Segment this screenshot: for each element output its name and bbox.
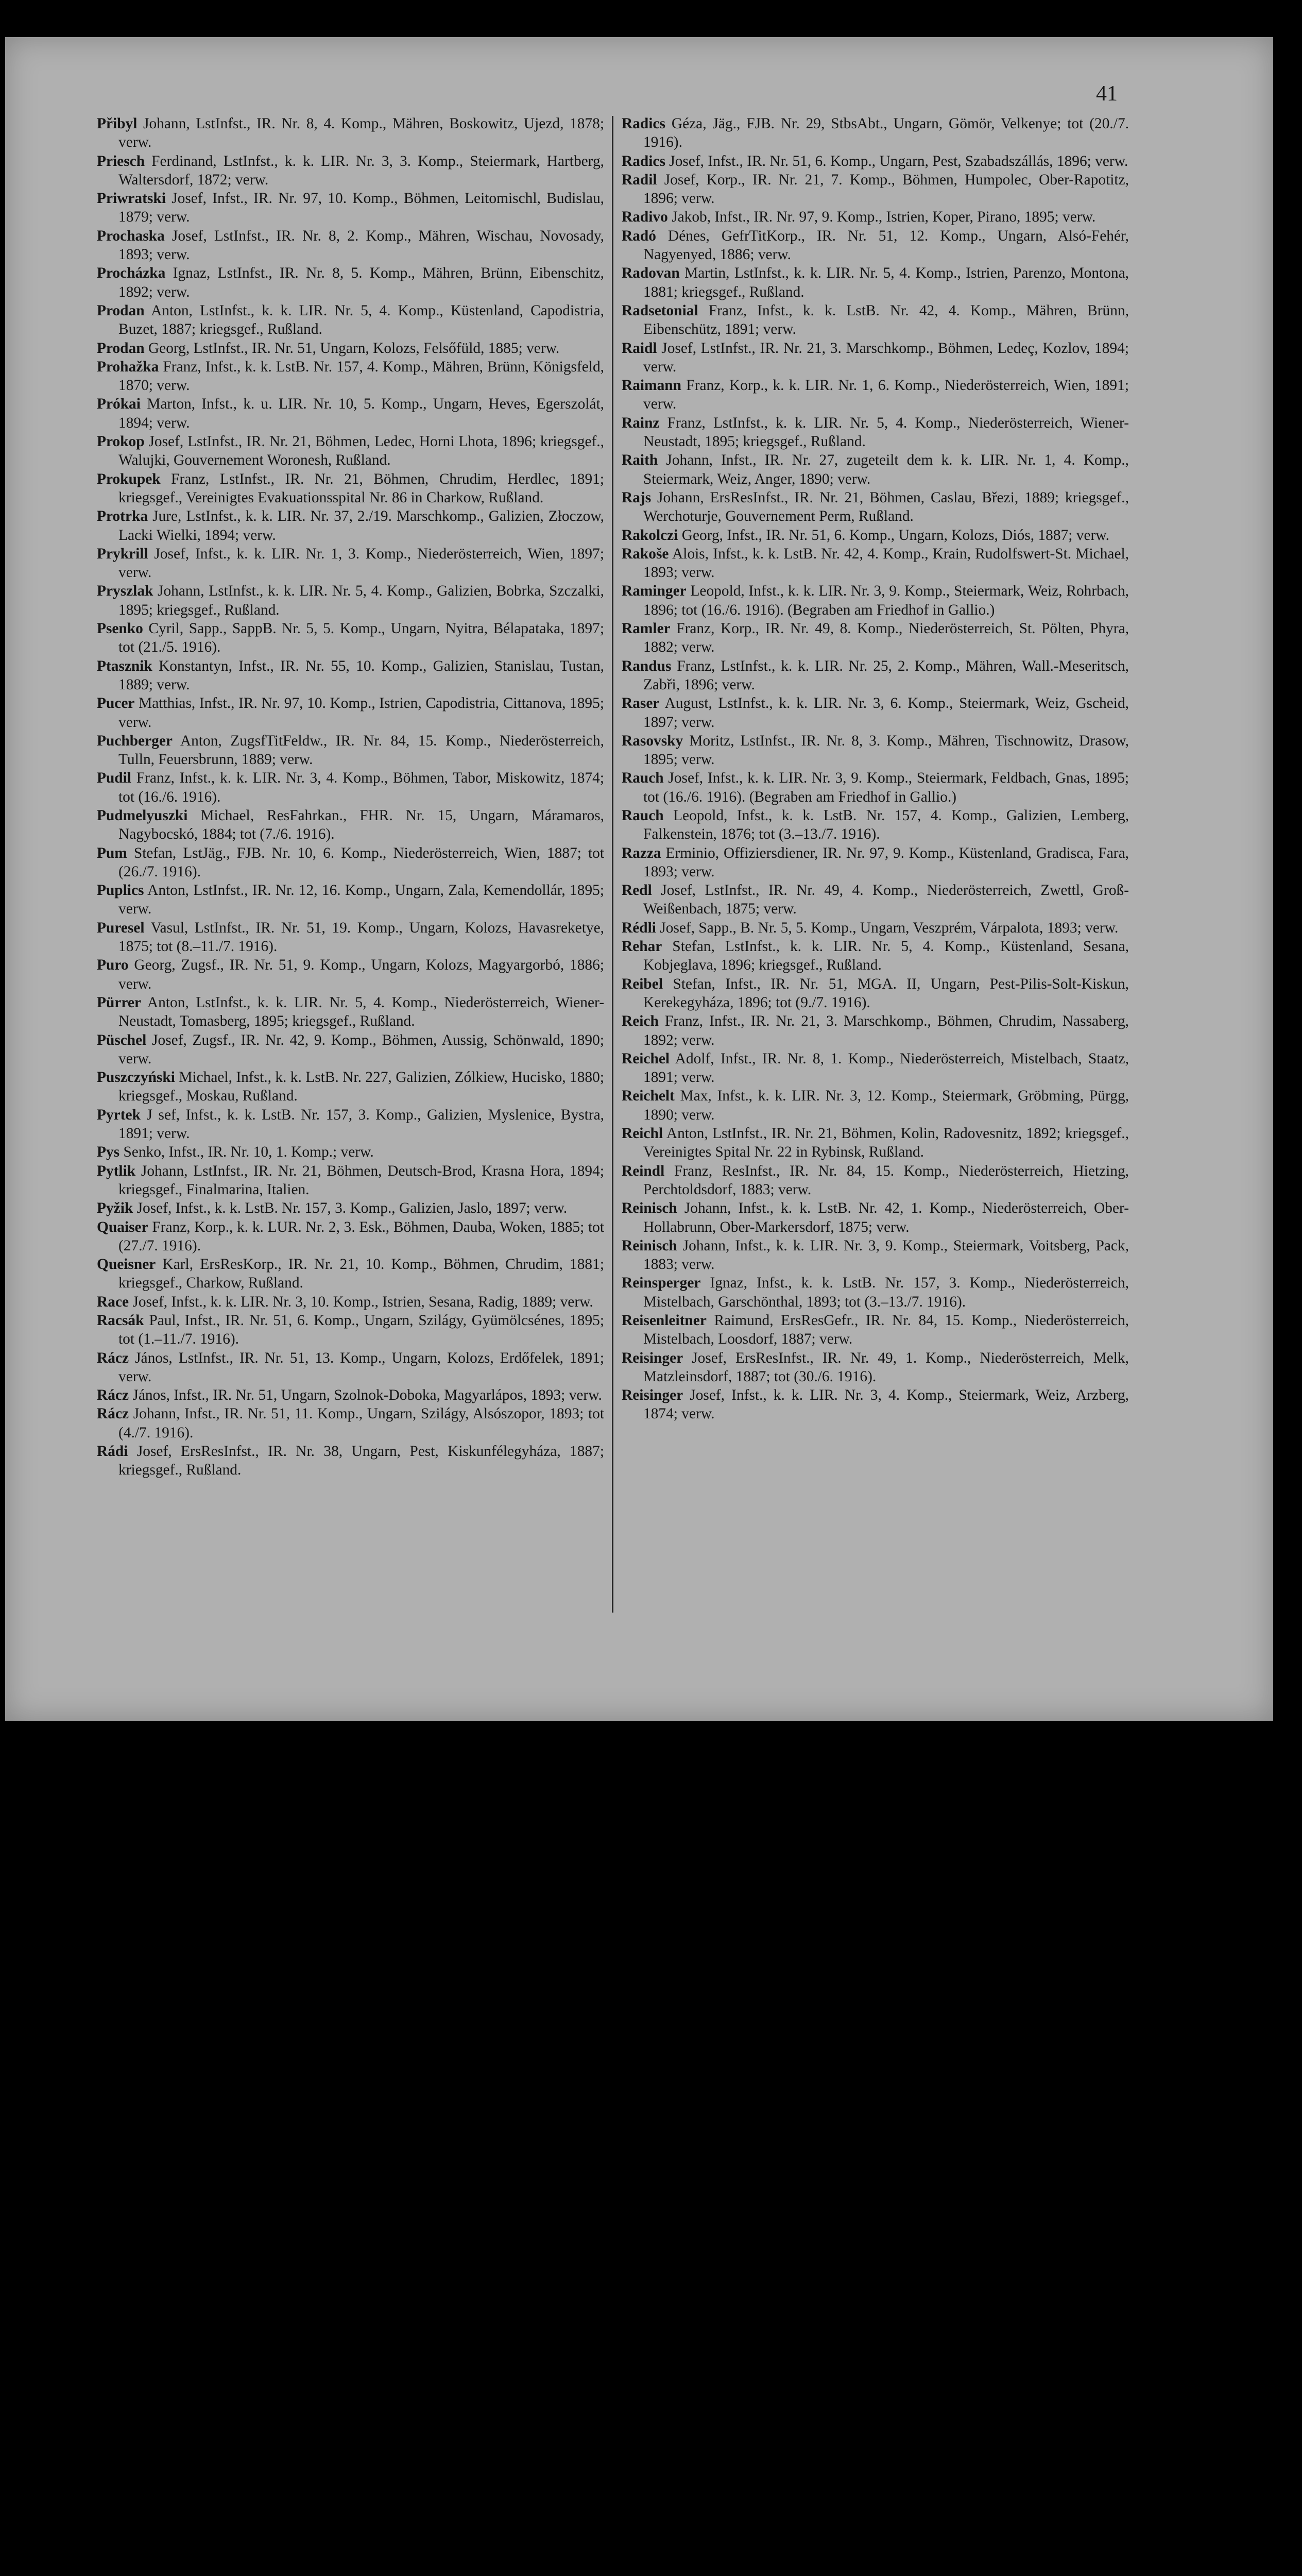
register-entry [97,1199,604,1217]
entry-details: Erminio, Offiziersdiener, IR. Nr. 97, 9. Komp., Küstenland, Gradisca, Fara, 1893; verw. [643,844,1129,880]
entry-details: Johann, Infst., k. k. LIR. Nr. 3, 9. Komp., Steiermark, Voitsberg, Pack, 1883; verw. [643,1237,1129,1273]
entry-surname: Puresel [97,919,145,936]
register-entry [97,152,604,190]
entry-surname: Prykrill [97,545,148,562]
entry-surname: Razza [622,844,661,861]
entry-details: Alois, Infst., k. k. LstB. Nr. 42, 4. Komp., Krain, Rudolfswert-St. Michael, 1893; verw. [643,545,1129,581]
entry-surname: Psenko [97,620,143,637]
entry-surname: Pum [97,844,127,861]
entry-surname: Prohažka [97,358,159,375]
entry-details: Franz, LstInfst., k. k. LIR. Nr. 25, 2. Komp., Mähren, Wall.-Meseritsch, Zabři, 1896; verw. [643,657,1129,693]
register-entry [622,526,1129,545]
entry-details: Josef, ErsResInfst., IR. Nr. 49, 1. Komp., Niederösterreich, Melk, Matzleinsdorf, 1887; tot (30./6. 1916). [643,1349,1129,1385]
register-entry [97,956,604,993]
register-entry [622,339,1129,377]
entry-details: Senko, Infst., IR. Nr. 10, 1. Komp.; verw. [123,1144,374,1161]
register-entry [622,975,1129,1012]
register-entry [622,208,1129,226]
column-divider [612,116,613,1613]
register-entry [622,769,1129,806]
entry-details: Franz, Korp., k. k. LIR. Nr. 1, 6. Komp., Niederösterreich, Wien, 1891; verw. [643,377,1129,413]
entry-details: Johann, LstInfst., IR. Nr. 21, Böhmen, Deutsch-Brod, Krasna Hora, 1894; kriegsgef., Finalmarina, Italien. [118,1162,604,1198]
entry-surname: Ptasznik [97,657,152,674]
register-entry [97,301,604,339]
entry-details: Martin, LstInfst., k. k. LIR. Nr. 5, 4. Komp., Istrien, Parenzo, Montona, 1881; kriegsgef., Rußland. [643,265,1129,300]
entry-details: Johann, LstInfst., k. k. LIR. Nr. 5, 4. Komp., Galizien, Bobrka, Szczalki, 1895; kriegsgef., Rußland. [118,583,604,618]
entry-surname: Pucer [97,695,135,712]
register-entry [622,301,1129,339]
register-entry [97,189,604,227]
register-entry [622,171,1129,208]
entry-surname: Prochaska [97,227,165,244]
register-entry [622,1274,1129,1311]
register-entry [622,732,1129,769]
entry-details: Michael, ResFahrkan., FHR. Nr. 15, Ungarn, Máramaros, Nagybocskó, 1884; tot (7./6. 1916). [118,807,604,843]
entry-details: Adolf, Infst., IR. Nr. 8, 1. Komp., Niederösterreich, Mistelbach, Staatz, 1891; verw. [643,1050,1129,1086]
register-entry [97,769,604,806]
entry-surname: Puchberger [97,732,173,749]
register-entry [97,264,604,301]
entry-details: János, Infst., IR. Nr. 51, Ungarn, Szolnok-Doboka, Magyarlápos, 1893; verw. [132,1387,602,1404]
entry-surname: Rácz [97,1387,129,1404]
register-entry [97,1293,604,1311]
entry-details: Josef, Zugsf., IR. Nr. 42, 9. Komp., Böhmen, Aussig, Schönwald, 1890; verw. [118,1031,604,1067]
entry-details: Franz, Infst., k. k. LstB. Nr. 157, 4. Komp., Mähren, Brünn, Königsfeld, 1870; verw. [118,358,604,394]
entry-details: Stefan, LstJäg., FJB. Nr. 10, 6. Komp., Niederösterreich, Wien, 1887; tot (26./7. 1916). [118,844,604,880]
entry-surname: Radovan [622,265,680,282]
entry-details: Jure, LstInfst., k. k. LIR. Nr. 37, 2./19. Marschkomp., Galizien, Złoczow, Lacki Wielki, 1894; verw. [118,508,605,544]
register-entry [97,395,604,432]
entry-details: Anton, LstInfst., IR. Nr. 21, Böhmen, Kolin, Radovesnitz, 1892; kriegsgef., Vereinigtes Spital Nr. 22 in Rybinsk, Rußland. [643,1125,1129,1161]
entry-surname: Queisner [97,1256,156,1273]
entry-surname: Reinisch [622,1200,677,1217]
entry-details: Anton, LstInfst., k. k. LIR. Nr. 5, 4. Komp., Küstenland, Capodistria, Buzet, 1887; kriegsgef., Rußland. [118,302,604,338]
register-entry [97,227,604,264]
entry-details: Johann, Infst., IR. Nr. 51, 11. Komp., Ungarn, Szilágy, Alsószopor, 1893; tot (4./7. 1916). [118,1405,604,1441]
entry-details: Franz, ResInfst., IR. Nr. 84, 15. Komp., Niederösterreich, Hietzing, Perchtoldsdorf, 1883; verw. [643,1162,1129,1198]
entry-surname: Rajs [622,489,652,506]
entry-surname: Reibel [622,975,663,992]
entry-details: Dénes, GefrTitKorp., IR. Nr. 51, 12. Komp., Ungarn, Alsó-Fehér, Nagyenyed, 1886; verw. [643,227,1129,263]
entry-surname: Pyžik [97,1200,133,1217]
register-entry [97,1349,604,1386]
register-entry [97,1404,604,1442]
register-entry [622,806,1129,844]
register-entry [97,881,604,919]
register-entry [97,432,604,470]
entry-surname: Rasovsky [622,732,683,749]
register-entry [622,694,1129,732]
entry-surname: Prókai [97,396,141,413]
register-entry [622,1012,1129,1049]
entry-surname: Radics [622,115,665,132]
entry-details: Josef, LstInfst., IR. Nr. 49, 4. Komp., Niederösterreich, Zwettl, Groß-Weißenbach, 1875; verw. [643,882,1129,918]
register-entry [622,937,1129,975]
entry-surname: Rehar [622,938,662,955]
register-entry [622,844,1129,882]
entry-surname: Pyrtek [97,1106,141,1123]
entry-surname: Ramler [622,620,671,637]
entry-details: Franz, Infst., k. k. LstB. Nr. 42, 4. Komp., Mähren, Brünn, Eibenschütz, 1891; verw. [643,302,1129,338]
register-entry [97,1106,604,1143]
register-entry [622,1199,1129,1236]
register-entry [97,1386,604,1404]
entry-surname: Puplics [97,882,144,899]
entry-details: Josef, LstInfst., IR. Nr. 21, Böhmen, Ledec, Horni Lhota, 1896; kriegsgef., Walujki, Gouvernement Woronesh, Rußland. [118,433,604,469]
register-entry [622,488,1129,526]
entry-surname: Randus [622,657,672,674]
entry-details: Josef, Korp., IR. Nr. 21, 7. Komp., Böhmen, Humpolec, Ober-Rapotitz, 1896; verw. [643,171,1129,207]
entry-details: Anton, LstInfst., IR. Nr. 12, 16. Komp., Ungarn, Zala, Kemendollár, 1895; verw. [118,882,604,918]
register-entry [622,376,1129,414]
entry-details: Cyril, Sapp., SappB. Nr. 5, 5. Komp., Ungarn, Nyitra, Bélapataka, 1897; tot (21./5. 1916). [118,620,604,656]
entry-details: Josef, Infst., k. k. LstB. Nr. 157, 3. Komp., Galizien, Jaslo, 1897; verw. [136,1200,568,1217]
register-entry [97,358,604,395]
register-entry [97,1068,604,1106]
entry-details: Franz, Korp., k. k. LUR. Nr. 2, 3. Esk., Böhmen, Dauba, Woken, 1885; tot (27./7. 1916). [118,1218,604,1254]
entry-details: Josef, Sapp., B. Nr. 5, 5. Komp., Ungarn, Veszprém, Várpalota, 1893; verw. [660,919,1119,936]
entry-details: Josef, Infst., IR. Nr. 51, 6. Komp., Ungarn, Pest, Szabadszállás, 1896; verw. [669,152,1128,170]
register-entry [622,657,1129,694]
entry-details: Georg, Infst., IR. Nr. 51, 6. Komp., Ungarn, Kolozs, Diós, 1887; verw. [681,527,1109,544]
register-entry [97,1162,604,1199]
entry-surname: Přibyl [97,115,138,132]
entry-surname: Puszczyński [97,1069,175,1086]
entry-details: Matthias, Infst., IR. Nr. 97, 10. Komp., Istrien, Capodistria, Cittanova, 1895; verw. [118,695,604,731]
entry-details: Georg, Zugsf., IR. Nr. 51, 9. Komp., Ungarn, Kolozs, Magyargorbó, 1886; verw. [118,957,604,992]
entry-details: Josef, Infst., k. k. LIR. Nr. 3, 10. Komp., Istrien, Sesana, Radig, 1889; verw. [132,1293,593,1310]
entry-details: Franz, Infst., IR. Nr. 21, 3. Marschkomp., Böhmen, Chrudim, Nassaberg, 1892; verw. [643,1013,1129,1048]
entry-surname: Reich [622,1013,659,1030]
entry-surname: Reinisch [622,1237,677,1254]
entry-details: Johann, Infst., IR. Nr. 27, zugeteilt dem k. k. LIR. Nr. 1, 4. Komp., Steiermark, Weiz, Anger, 1890; verw. [643,452,1129,487]
entry-details: J sef, Infst., k. k. LstB. Nr. 157, 3. Komp., Galizien, Myslenice, Bystra, 1891; verw. [118,1106,604,1142]
register-entry [622,582,1129,619]
entry-details: Marton, Infst., k. u. LIR. Nr. 10, 5. Komp., Ungarn, Heves, Egerszolát, 1894; verw. [118,396,604,431]
entry-surname: Pryszlak [97,583,153,600]
entry-surname: Reisenleitner [622,1312,707,1329]
entry-details: Johann, Infst., k. k. LstB. Nr. 42, 1. Komp., Niederösterreich, Ober-Hollabrunn, Ober-Markersdorf, 1875; verw. [643,1200,1129,1235]
register-entry [97,619,604,657]
register-entry [622,451,1129,488]
register-entry [622,881,1129,919]
right-column [622,114,1129,1423]
entry-details: Paul, Infst., IR. Nr. 51, 6. Komp., Ungarn, Szilágy, Gyümölcsénes, 1895; tot (1.–11./7. 1916). [118,1312,604,1348]
entry-surname: Reinsperger [622,1275,701,1292]
entry-details: Konstantyn, Infst., IR. Nr. 55, 10. Komp., Galizien, Stanislau, Tustan, 1889; verw. [118,657,604,693]
register-entry [622,919,1129,937]
register-entry [97,1255,604,1293]
entry-details: Josef, LstInfst., IR. Nr. 21, 3. Marschkomp., Böhmen, Ledeç, Kozlov, 1894; verw. [643,340,1129,375]
register-entry [97,545,604,582]
register-entry [97,1442,604,1480]
register-entry [622,114,1129,152]
entry-details: Anton, LstInfst., k. k. LIR. Nr. 5, 4. Komp., Niederösterreich, Wiener-Neustadt, Tomasberg, 1895; kriegsgef., Rußland. [118,994,604,1030]
register-entry [622,619,1129,657]
register-entry [622,1236,1129,1274]
entry-details: Anton, ZugsfTitFeldw., IR. Nr. 84, 15. Komp., Niederösterreich, Tulln, Feuersbrunn, 1889; verw. [118,732,604,768]
entry-details: Franz, LstInfst., k. k. LIR. Nr. 5, 4. Komp., Niederösterreich, Wiener-Neustadt, 1895; kriegsgef., Rußland. [643,414,1129,450]
entry-surname: Reichel [622,1050,670,1067]
entry-surname: Rádi [97,1443,128,1460]
register-entry [97,470,604,507]
entry-surname: Rakolczi [622,527,678,544]
entry-surname: Race [97,1293,129,1310]
entry-surname: Reisinger [622,1349,683,1366]
entry-details: Vasul, LstInfst., IR. Nr. 51, 19. Komp., Ungarn, Kolozs, Havasreketye, 1875; tot (8.–11./7. 1916). [118,919,604,955]
register-entry [97,657,604,694]
entry-surname: Rácz [97,1405,129,1422]
register-entry [622,1349,1129,1386]
entry-details: Johann, ErsResInfst., IR. Nr. 21, Böhmen, Caslau, Březi, 1889; kriegsgef., Werchoturje, Gouvernement Perm, Rußland. [643,489,1129,525]
entry-details: Ignaz, LstInfst., IR. Nr. 8, 5. Komp., Mähren, Brünn, Eibenschitz, 1892; verw. [118,265,604,300]
entry-details: Ignaz, Infst., k. k. LstB. Nr. 157, 3. Komp., Niederösterreich, Mistelbach, Garschönthal, 1893; tot (3.–13./7. 1916). [643,1275,1129,1310]
entry-surname: Radil [622,171,657,188]
entry-surname: Procházka [97,265,166,282]
entry-surname: Rauch [622,807,664,824]
entry-details: Karl, ErsResKorp., IR. Nr. 21, 10. Komp., Böhmen, Chrudim, 1881; kriegsgef., Charkow, Rußland. [118,1256,604,1292]
entry-surname: Rakoše [622,545,669,562]
register-entry [97,1143,604,1161]
entry-details: Moritz, LstInfst., IR. Nr. 8, 3. Komp., Mähren, Tischnowitz, Drasow, 1895; verw. [643,732,1129,768]
entry-surname: Radsetonial [622,302,698,319]
entry-surname: Prokupek [97,470,161,487]
entry-details: Jakob, Infst., IR. Nr. 97, 9. Komp., Istrien, Koper, Pirano, 1895; verw. [672,209,1096,226]
entry-surname: Priwratski [97,190,166,207]
register-entry [622,264,1129,301]
entry-surname: Protrka [97,508,148,525]
register-entry [622,414,1129,451]
entry-surname: Quaiser [97,1218,148,1235]
entry-details: Géza, Jäg., FJB. Nr. 29, StbsAbt., Ungarn, Gömör, Velkenye; tot (20./7. 1916). [643,115,1129,151]
entry-surname: Prokop [97,433,145,450]
entry-surname: Radó [622,227,656,244]
register-entry [622,1311,1129,1349]
entry-surname: Racsák [97,1312,144,1329]
entry-surname: Pys [97,1144,120,1161]
entry-surname: Reindl [622,1162,665,1179]
register-entry [622,1087,1129,1124]
entry-surname: Raminger [622,583,687,600]
left-column [97,114,604,1480]
register-entry [97,919,604,956]
entry-details: Leopold, Infst., k. k. LstB. Nr. 157, 4. Komp., Galizien, Lemberg, Falkenstein, 1876; tot (3.–13./7. 1916). [643,807,1129,843]
entry-details: Franz, Korp., IR. Nr. 49, 8. Komp., Niederösterreich, St. Pölten, Phyra, 1882; verw. [643,620,1129,656]
register-entry [97,582,604,619]
entry-details: Josef, LstInfst., IR. Nr. 8, 2. Komp., Mähren, Wischau, Novosady, 1893; verw. [118,227,604,263]
register-entry [622,545,1129,582]
entry-details: Josef, Infst., IR. Nr. 97, 10. Komp., Böhmen, Leitomischl, Budislau, 1879; verw. [118,190,605,226]
entry-surname: Rauch [622,770,664,787]
entry-surname: Püschel [97,1031,147,1048]
entry-details: Georg, LstInfst., IR. Nr. 51, Ungarn, Kolozs, Felsőfüld, 1885; verw. [148,340,560,357]
viewer-footer [0,1731,1302,1838]
entry-surname: Priesch [97,152,145,170]
entry-details: Michael, Infst., k. k. LstB. Nr. 227, Galizien, Zólkiew, Hucisko, 1880; kriegsgef., Moskau, Rußland. [118,1069,604,1105]
register-entry [97,694,604,732]
entry-surname: Prodan [97,340,145,357]
entry-surname: Prodan [97,302,145,319]
register-entry [622,1049,1129,1087]
register-entry [622,227,1129,264]
entry-surname: Radivo [622,209,668,226]
entry-details: Max, Infst., k. k. LIR. Nr. 3, 12. Komp., Steiermark, Gröbming, Pürgg, 1890; verw. [643,1088,1129,1123]
entry-details: Josef, ErsResInfst., IR. Nr. 38, Ungarn, Pest, Kiskunfélegyháza, 1887; kriegsgef., Rußland. [118,1443,604,1479]
entry-details: August, LstInfst., k. k. LIR. Nr. 3, 6. Komp., Steiermark, Weiz, Gscheid, 1897; verw. [643,695,1129,731]
entry-surname: Rácz [97,1349,129,1366]
entry-details: Stefan, Infst., IR. Nr. 51, MGA. II, Ungarn, Pest-Pilis-Solt-Kiskun, Kerekegyháza, 1896; tot (9./7. 1916). [643,975,1129,1011]
entry-details: Leopold, Infst., k. k. LIR. Nr. 3, 9. Komp., Steiermark, Weiz, Rohrbach, 1896; tot (16./6. 1916). (Begraben am Friedhof in Gallio.) [643,583,1129,618]
register-entry [622,1124,1129,1162]
entry-surname: Raith [622,452,658,469]
register-entry [97,1031,604,1069]
entry-details: Johann, LstInfst., IR. Nr. 8, 4. Komp., Mähren, Boskowitz, Ujezd, 1878; verw. [118,115,604,151]
entry-surname: Puro [97,957,129,974]
register-entry [622,1162,1129,1199]
entry-details: Josef, Infst., k. k. LIR. Nr. 3, 4. Komp., Steiermark, Weiz, Arzberg, 1874; verw. [643,1387,1129,1422]
entry-details: Raimund, ErsResGefr., IR. Nr. 84, 15. Komp., Niederösterreich, Mistelbach, Loosdorf, 1887; verw. [643,1312,1129,1348]
entry-details: Franz, LstInfst., IR. Nr. 21, Böhmen, Chrudim, Herdlec, 1891; kriegsgef., Vereinigtes Evakuationsspital Nr. 86 in Charkow, Rußland. [118,470,604,506]
entry-surname: Raimann [622,377,681,394]
entry-details: János, LstInfst., IR. Nr. 51, 13. Komp., Ungarn, Kolozs, Erdőfelek, 1891; verw. [118,1349,604,1385]
register-entry [97,339,604,358]
register-entry [97,732,604,769]
entry-details: Ferdinand, LstInfst., k. k. LIR. Nr. 3, 3. Komp., Steiermark, Hartberg, Waltersdorf, 1872; verw. [118,152,604,188]
register-entry [97,1311,604,1349]
page-number: 41 [1096,82,1118,106]
entry-surname: Radics [622,152,665,170]
register-entry [97,1218,604,1256]
entry-details: Franz, Infst., k. k. LIR. Nr. 3, 4. Komp., Böhmen, Tabor, Miskowitz, 1874; tot (16./6. 1916). [118,770,604,805]
entry-surname: Pytlik [97,1162,136,1179]
register-entry [97,507,604,545]
entry-details: Josef, Infst., k. k. LIR. Nr. 1, 3. Komp., Niederösterreich, Wien, 1897; verw. [118,545,604,581]
entry-surname: Rédli [622,919,656,936]
register-entry [97,806,604,844]
register-entry [97,993,604,1031]
entry-details: Josef, Infst., k. k. LIR. Nr. 3, 9. Komp., Steiermark, Feldbach, Gnas, 1895; tot (16./6. 1916). (Begraben am Friedhof in Gallio.) [643,770,1129,805]
entry-surname: Pudil [97,770,131,787]
entry-surname: Rainz [622,414,660,431]
entry-surname: Pudmelyuszki [97,807,188,824]
entry-surname: Raidl [622,340,657,357]
entry-details: Stefan, LstInfst., k. k. LIR. Nr. 5, 4. Komp., Küstenland, Sesana, Kobjeglava, 1896; kriegsgef., Rußland. [643,938,1129,974]
register-entry [622,152,1129,171]
entry-surname: Reichelt [622,1088,675,1105]
entry-surname: Redl [622,882,652,899]
entry-surname: Raser [622,695,660,712]
entry-surname: Pürrer [97,994,141,1011]
entry-surname: Reisinger [622,1387,683,1404]
register-entry [622,1386,1129,1423]
register-entry [97,114,604,152]
register-entry [97,844,604,882]
entry-surname: Reichl [622,1125,663,1142]
